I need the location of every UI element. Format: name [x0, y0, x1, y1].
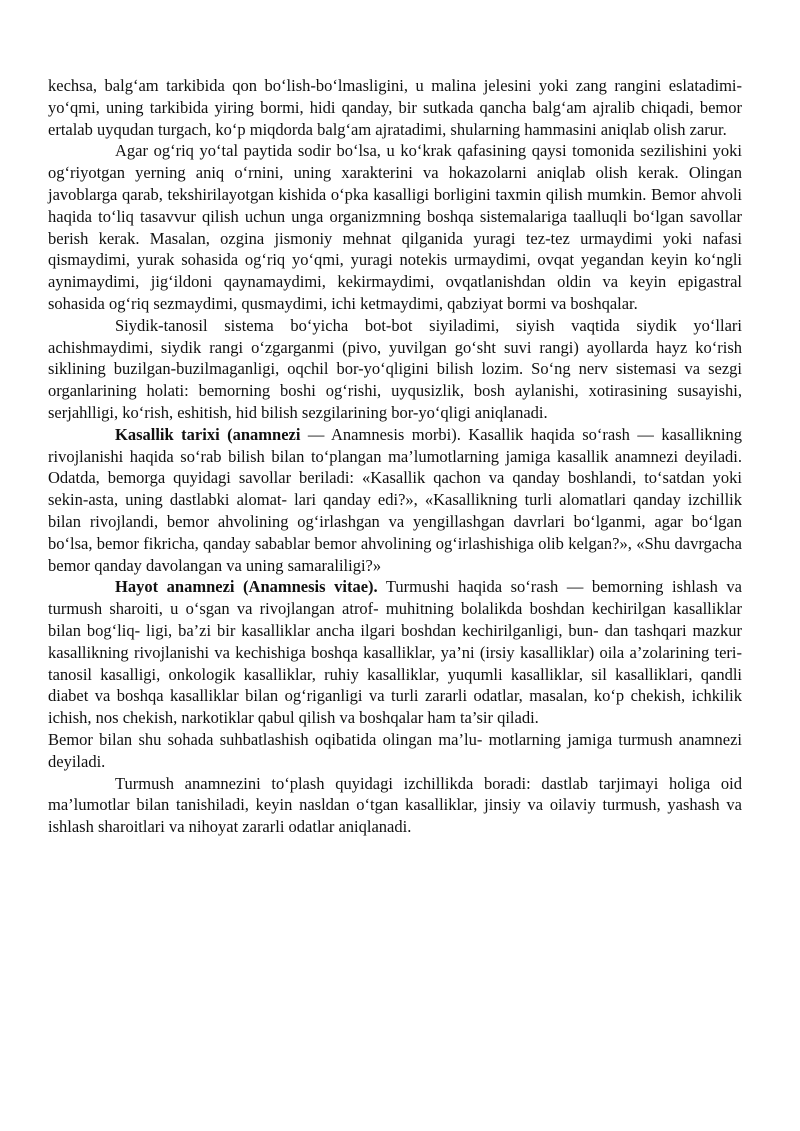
paragraph-text: kechsa, balg‘am tarkibida qon bo‘lish-bo‘lmasligini, u malina jelesini yoki zang rangini eslatadimi- yo‘qmi, uning tarkibida yiring bormi, hidi qanday, bir sutkada qancha balg‘am ajralib chiqadi, bemor ertalab uyqudan turgach, ko‘p miqdorda balg‘am ajratadimi, shularning hammasini aniqlab olish zarur.	[48, 76, 742, 139]
paragraph-life-history-sequence	[48, 773, 742, 838]
document-page	[48, 75, 742, 838]
paragraph-anamnesis-morbi	[48, 424, 742, 577]
paragraph-text: Agar og‘riq yo‘tal paytida sodir bo‘lsa, u ko‘krak qafasining qaysi tomonida sezilishini yoki og‘riyotgan yerning aniq o‘rnini, uning xarakterini va hokazolarni aniqlab olish kerak. Olingan javoblarga qarab, tekshirilayotgan kishida o‘pka kasalligi borligini taxmin qilish mumkin. Bemor ahvoli haqida to‘liq tasavvur qilish uchun unga organizmning boshqa sistemalariga taalluqli bo‘lgan savollar berish kerak. Masalan, ozgina jismoniy mehnat qilganida yuragi tez-tez urmaydimi yoki nafasi qismaydimi, yurak sohasida og‘riq yo‘qmi, yuragi notekis urmaydimi, ovqat yegandan keyin ko‘ngli aynimaydimi, jig‘ildoni qaynamaydimi, kekirmaydimi, ovqatlanishdan oldin va keyin epigastral sohasida og‘riq sezmaydimi, qusmaydimi, ichi ketmaydimi, qabziyat bormi va boshqalar.	[48, 141, 742, 313]
paragraph-text: Turmush anamnezini to‘plash quyidagi izchillikda boradi: dastlab tarjimayi holiga oid ma’lumotlar bilan tanishiladi, keyin nasldan o‘tgan kasalliklar, jinsiy va oilaviy turmush, yashash va ishlash sharoitlari va nihoyat zararli odatlar aniqlanadi.	[48, 773, 742, 837]
paragraph-life-history-definition	[48, 729, 742, 773]
section-heading-anamnesis-morbi: Kasallik tarixi (anamnezi	[115, 424, 301, 444]
paragraph-text: Siydik-tanosil sistema bo‘yicha bot-bot siyiladimi, siyish vaqtida siydik yo‘llari achishmaydimi, siydik rangi o‘zgarganmi (pivo, yuvilgan go‘sht suvi rangi) ayollarda hayz ko‘rish siklining buzilgan-buzilmaganligi, oqchil bor-yo‘qligini bilish lozim. So‘ng nerv sistemasi va sezgi organlarining holati: bemorning boshi og‘rishi, uyqusizlik, bosh aylanishi, xotirasining susayishi, serjahlligi, ko‘rish, eshitish, hid bilish sezgilarining bor-yo‘qligi aniqlanadi.	[48, 315, 742, 422]
paragraph-text: Bemor bilan shu sohada suhbatlashish oqibatida olingan ma’lu- motlarning jamiga turmush anamnezi deyiladi.	[48, 729, 742, 771]
paragraph-text: — Anamnesis morbi). Kasallik haqida so‘rash — kasallikning rivojlanishi haqida so‘rab bilish bilan to‘plangan ma’lumotlarning jamiga kasallik anamnezi deyiladi. Odatda, bemorga quyidagi savollar beriladi: «Kasallik qachon va qanday boshlandi, to‘satdan yoki sekin-asta, uning dastlabki alomat- lari qanday edi?», «Kasallikning turli alomatlari qanday izchillik bilan rivojlandi, bemor ahvolining og‘irlashgan va yengillashgan davrlari bo‘lganmi, agar bo‘lgan bo‘lsa, bemor fikricha, qanday sabablar bemor ahvolining og‘irlashishiga olib kelgan?», «Shu davrgacha bemor qanday davolangan va uning samaraliligi?»	[48, 424, 742, 575]
paragraph-text: Turmushi haqida so‘rash — bemorning ishlash va turmush sharoiti, u o‘sgan va rivojlangan atrof- muhitning bolalikda boshdan kechirilgan kasalliklar bilan bog‘liq- ligi, ba’zi bir kasalliklar ancha ilgari boshdan kechirilganligi, bun- dan tashqari mazkur kasallikning rivojlanishi va kechishiga boshqa kasalliklar, ya’ni (irsiy kasalliklar) oila a’zolarining teri-tanosil kasalligi, onkologik kasalliklar, ruhiy kasalliklar, yuqumli kasalliklar, sil kasalliklari, qandli diabet va boshqa kasalliklar bilan og‘riganligi va turli zararli odatlar, masalan, ko‘p chekish, ichkilik ichish, nos chekish, narkotiklar qabul qilish va boshqalar ham ta’sir qiladi.	[48, 577, 742, 728]
paragraph-urogenital-nervous-system	[48, 315, 742, 424]
paragraph-chest-pain-questions	[48, 140, 742, 314]
section-heading-anamnesis-vitae: Hayot anamnezi (Anamnesis vitae).	[115, 577, 378, 597]
paragraph-sputum-details	[48, 75, 742, 140]
paragraph-anamnesis-vitae	[48, 576, 742, 729]
